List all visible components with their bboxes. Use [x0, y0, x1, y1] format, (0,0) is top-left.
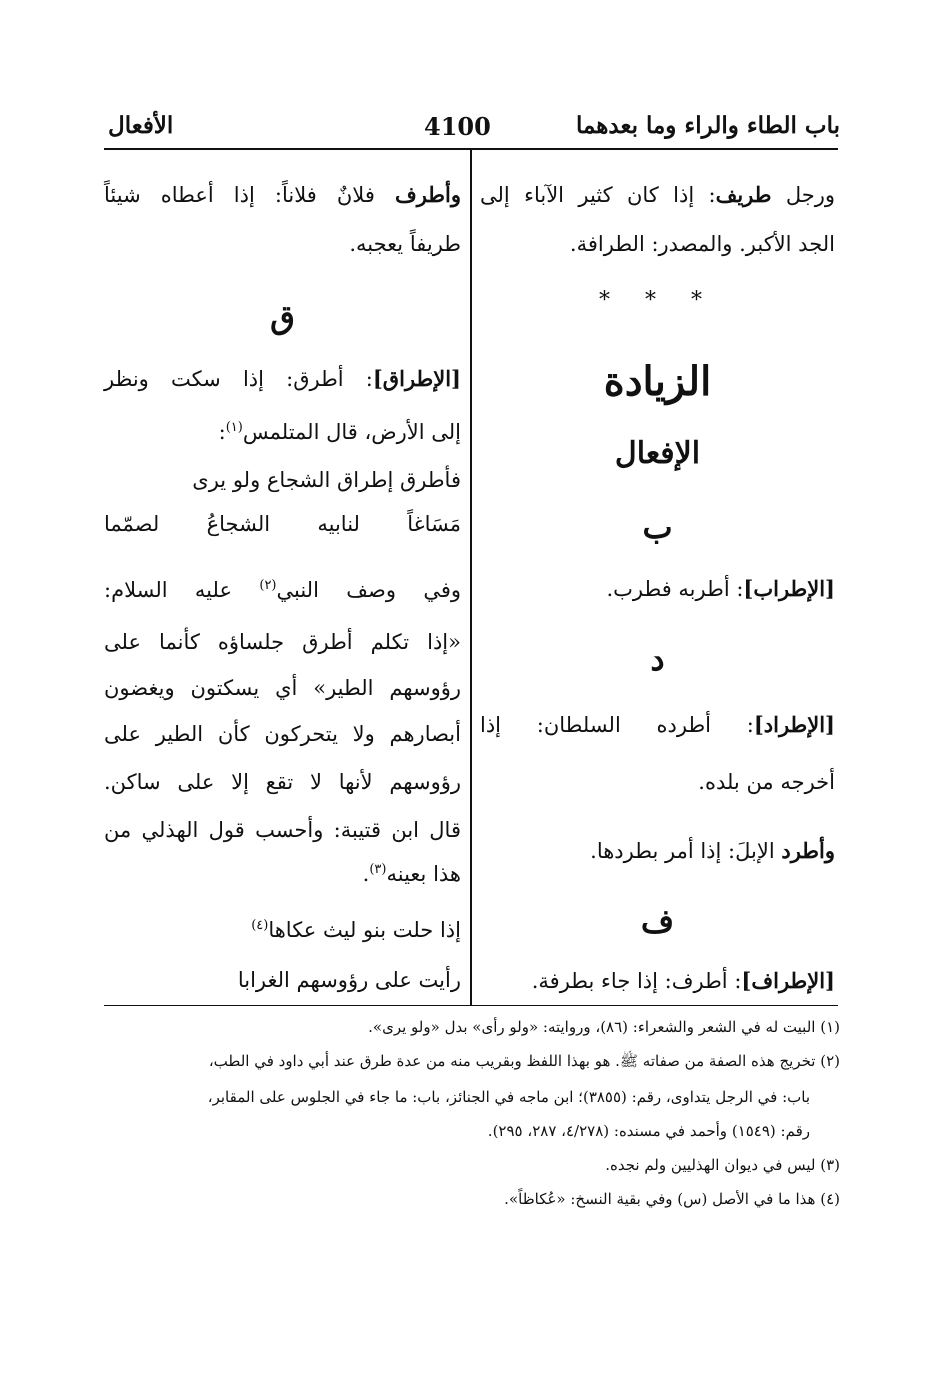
subsection-heading: الإفعال — [614, 436, 701, 471]
entry-itraq-line2 — [219, 420, 461, 445]
footnote-ref: (٤) — [251, 918, 269, 933]
footnote-ref: (٣) — [369, 862, 387, 877]
footnote-ref: (١) — [225, 420, 243, 435]
letter-heading-q: ق — [270, 298, 295, 336]
entry-itrab — [606, 576, 835, 602]
footnote-1: (١) البيت له في الشعر والشعراء: (٨٦)، وروايته: «ولو رأى» بدل «ولو يرى». — [368, 1018, 840, 1036]
footnote-2: (٢) تخريج هذه الصفة من صفاته ﷺ. هو بهذا اللفظ وبقريب منه من عدة طرق عند أبي داود في الطب، — [208, 1052, 840, 1070]
entry-text: إلى الأرض، قال المتلمس — [242, 420, 461, 444]
letter-heading-d: د — [650, 640, 665, 678]
prophet-description-line5: رؤوسهم لأنها لا تقع إلا على ساكن. — [104, 770, 461, 794]
prophet-description-line2: «إذا تكلم أطرق جلساؤه كأنما على — [104, 630, 461, 654]
entry-text: : — [218, 420, 226, 444]
entry-atraf — [104, 182, 461, 208]
letter-heading-f: ف — [640, 902, 675, 940]
footnote-3: (٣) ليس في ديوان الهذليين ولم نجده. — [605, 1156, 840, 1174]
prophet-description-line1 — [104, 578, 461, 603]
entry-keyword: [الإطراب] — [743, 576, 835, 601]
entry-keyword: طريف — [715, 182, 772, 207]
entry-atrad — [590, 838, 835, 864]
footnote-2-line3: رقم: (١٥٤٩) وأحمد في مسنده: (٤/٢٧٨، ٢٨٧، ٢٩٥). — [487, 1122, 810, 1140]
entry-text: . — [362, 862, 370, 886]
verse2-hemistich-2: رأيت على رؤوسهم الغرابا — [237, 968, 461, 992]
entry-itrad-line2: أخرجه من بلده. — [698, 770, 835, 794]
entry-keyword: وأطرد — [781, 838, 835, 863]
verse-hemistich-1: فأطرق إطراق الشجاع ولو يرى — [192, 468, 461, 492]
entry-text: : أطربه فطرب. — [606, 577, 744, 601]
running-header-chapter: باب الطاء والراء وما بعدهما — [575, 112, 840, 139]
entry-text: : أطرف: إذا جاء بطرفة. — [531, 969, 742, 993]
entry-text: : أطرق: إذا سكت ونظر — [104, 367, 373, 391]
section-separator-stars: * * * — [599, 288, 716, 313]
ibn-qutayba-line2 — [363, 862, 461, 887]
entry-tarif-line2: الجد الأكبر. والمصدر: الطرافة. — [569, 232, 835, 256]
entry-keyword: [الإطراد] — [753, 712, 835, 737]
entry-keyword: وأطرف — [394, 182, 461, 207]
entry-text: ورجل — [785, 183, 835, 207]
entry-text: هذا بعينه — [386, 862, 461, 886]
entry-tarif — [480, 182, 835, 208]
entry-text: وفي وصف النبي — [276, 578, 461, 602]
entry-text: الإبلَ: إذا أمر بطردها. — [590, 839, 775, 863]
entry-itrad — [480, 712, 835, 738]
footnote-4: (٤) هذا ما في الأصل (س) وفي بقية النسخ: «عُكاظاً». — [504, 1190, 840, 1208]
footnote-2-line2: باب: في الرجل يتداوى، رقم: (٣٨٥٥)؛ ابن ماجه في الجنائز، باب: ما جاء في الجلوس على المقابر، — [207, 1088, 810, 1106]
prophet-description-line4: أبصارهم ولا يتحركون كأن الطير على — [104, 722, 461, 746]
section-heading: الزيادة — [603, 358, 712, 405]
entry-keyword: [الإطراق] — [372, 366, 461, 391]
entry-atraf-line2: طريفاً يعجبه. — [349, 232, 461, 256]
footnote-ref: (٢) — [259, 578, 277, 593]
entry-itraq — [104, 366, 461, 392]
entry-text: فلانٌ فلاناً: إذا أعطاه شيئاً — [104, 183, 375, 207]
verse2-hemistich-1 — [251, 918, 461, 943]
entry-text: : أطرده السلطان: إذا — [480, 713, 754, 737]
entry-text: عليه السلام: — [104, 578, 232, 602]
footnote-rule — [104, 1005, 838, 1006]
letter-heading-b: ب — [642, 508, 673, 546]
entry-keyword: [الإطراف] — [741, 968, 835, 993]
entry-text: إذا حلت بنو ليث عكاها — [268, 918, 461, 942]
entry-itraf — [532, 968, 835, 994]
ibn-qutayba-line1: قال ابن قتيبة: وأحسب قول الهذلي من — [104, 818, 461, 842]
entry-text: : إذا كان كثير الآباء إلى — [480, 183, 716, 207]
page-number: 4100 — [424, 112, 491, 141]
prophet-description-line3: رؤوسهم الطير» أي يسكتون ويغضون — [104, 676, 461, 700]
column-divider — [470, 150, 472, 1005]
running-header-section: الأفعال — [108, 112, 174, 139]
verse-hemistich-2: مَسَاغاً لنابيه الشجاعُ لصمّما — [104, 512, 461, 536]
